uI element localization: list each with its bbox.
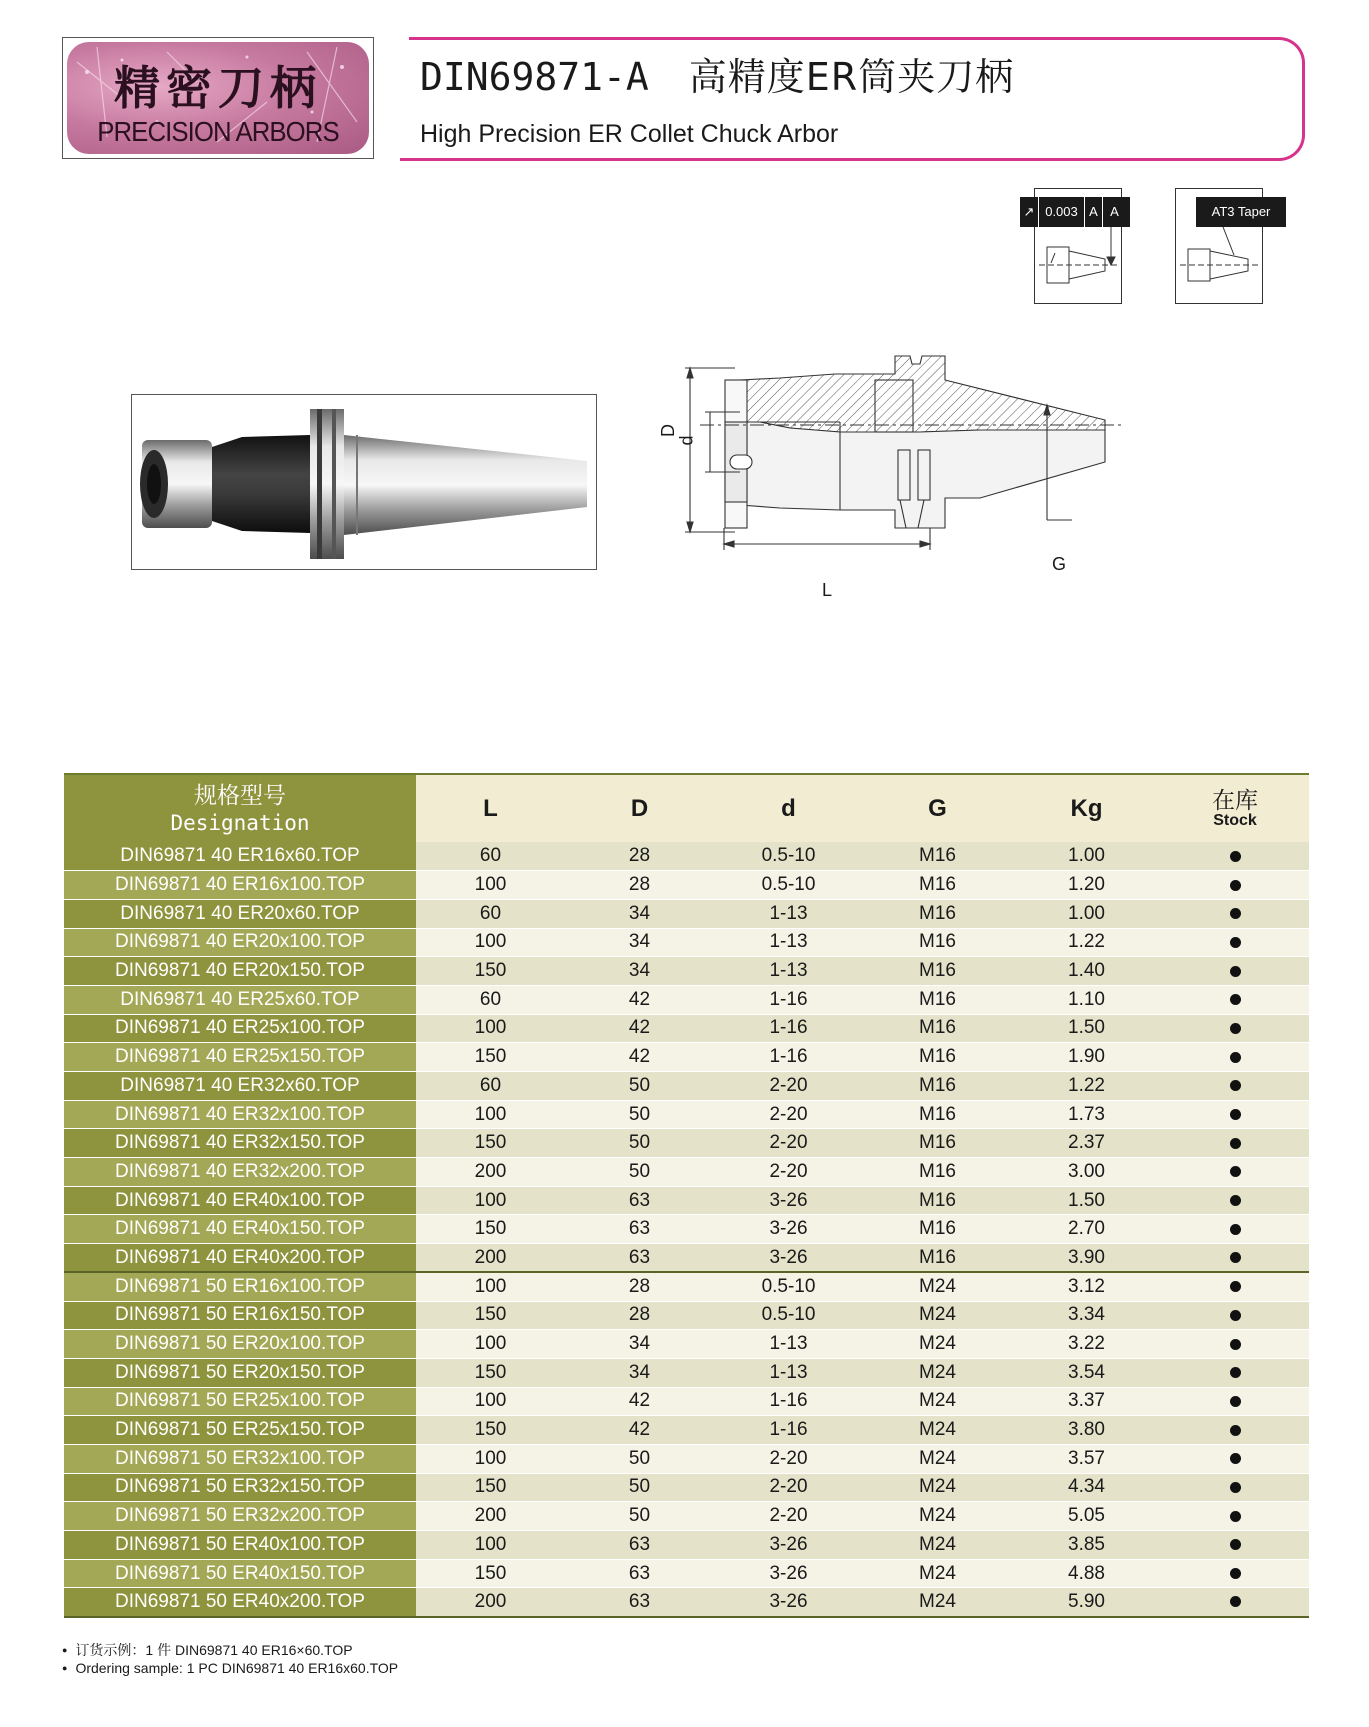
cell-stock [1161, 1358, 1309, 1387]
cell-designation: DIN69871 40 ER25x100.TOP [64, 1014, 416, 1043]
header-L: L [416, 774, 565, 842]
cell-stock [1161, 1473, 1309, 1502]
cell-L: 100 [416, 1014, 565, 1043]
cell-kg: 1.20 [1012, 871, 1161, 900]
cell-L: 60 [416, 899, 565, 928]
cell-D: 28 [565, 1272, 714, 1301]
cell-d: 1-13 [714, 899, 863, 928]
cell-D: 34 [565, 899, 714, 928]
cell-kg: 4.34 [1012, 1473, 1161, 1502]
cell-D: 42 [565, 985, 714, 1014]
cell-stock [1161, 957, 1309, 986]
cell-D: 50 [565, 1444, 714, 1473]
cell-D: 34 [565, 957, 714, 986]
cell-D: 34 [565, 1330, 714, 1359]
cell-stock [1161, 1330, 1309, 1359]
cell-D: 42 [565, 1416, 714, 1445]
cell-d: 0.5-10 [714, 1272, 863, 1301]
cell-designation: DIN69871 40 ER32x100.TOP [64, 1100, 416, 1129]
cell-D: 28 [565, 1301, 714, 1330]
cell-kg: 4.88 [1012, 1559, 1161, 1588]
table-row [64, 1072, 1309, 1101]
cell-stock [1161, 842, 1309, 871]
cell-G: M16 [863, 1043, 1012, 1072]
cell-stock [1161, 1301, 1309, 1330]
in-stock-dot-icon [1230, 1539, 1241, 1550]
product-code: DIN69871-A [420, 55, 649, 99]
table-row [64, 1330, 1309, 1359]
table-row [64, 1014, 1309, 1043]
table-row [64, 1559, 1309, 1588]
in-stock-dot-icon [1230, 1166, 1241, 1177]
page-subtitle: High Precision ER Collet Chuck Arbor [420, 120, 839, 148]
in-stock-dot-icon [1230, 851, 1241, 862]
cell-kg: 3.54 [1012, 1358, 1161, 1387]
cell-kg: 3.22 [1012, 1330, 1161, 1359]
cell-d: 2-20 [714, 1444, 863, 1473]
table-row [64, 957, 1309, 986]
cell-designation: DIN69871 50 ER25x150.TOP [64, 1416, 416, 1445]
cell-D: 63 [565, 1244, 714, 1273]
in-stock-dot-icon [1230, 1023, 1241, 1034]
header-designation-en: Designation [170, 810, 310, 835]
cell-D: 63 [565, 1186, 714, 1215]
cell-G: M24 [863, 1301, 1012, 1330]
cell-L: 150 [416, 957, 565, 986]
table-row [64, 1272, 1309, 1301]
cell-designation: DIN69871 40 ER32x60.TOP [64, 1072, 416, 1101]
cell-L: 200 [416, 1158, 565, 1187]
cell-G: M16 [863, 1072, 1012, 1101]
cell-G: M24 [863, 1588, 1012, 1617]
cell-L: 100 [416, 1444, 565, 1473]
cell-designation: DIN69871 40 ER32x150.TOP [64, 1129, 416, 1158]
product-photo [131, 394, 597, 570]
cell-d: 1-13 [714, 957, 863, 986]
cell-designation: DIN69871 50 ER40x100.TOP [64, 1531, 416, 1560]
runout-value: 0.003 [1038, 197, 1084, 227]
in-stock-dot-icon [1230, 1109, 1241, 1120]
in-stock-dot-icon [1230, 1367, 1241, 1378]
cell-d: 3-26 [714, 1531, 863, 1560]
cell-kg: 1.22 [1012, 928, 1161, 957]
cell-L: 60 [416, 1072, 565, 1101]
cell-d: 3-26 [714, 1186, 863, 1215]
table-header-row [64, 774, 1309, 842]
cell-d: 3-26 [714, 1559, 863, 1588]
cell-G: M24 [863, 1502, 1012, 1531]
specification-table [64, 773, 1309, 1618]
cell-stock [1161, 1100, 1309, 1129]
cell-d: 2-20 [714, 1473, 863, 1502]
cell-stock [1161, 985, 1309, 1014]
dimension-label-D: D [658, 424, 678, 437]
cell-designation: DIN69871 50 ER40x150.TOP [64, 1559, 416, 1588]
cell-kg: 5.05 [1012, 1502, 1161, 1531]
cell-G: M16 [863, 928, 1012, 957]
cell-stock [1161, 1129, 1309, 1158]
cell-d: 1-13 [714, 928, 863, 957]
cell-D: 50 [565, 1100, 714, 1129]
in-stock-dot-icon [1230, 1568, 1241, 1579]
cell-stock [1161, 1502, 1309, 1531]
cell-designation: DIN69871 40 ER40x200.TOP [64, 1244, 416, 1273]
header-stock-en: Stock [1213, 811, 1257, 829]
logo-chinese-text: 精密刀柄 [114, 61, 322, 115]
cell-designation: DIN69871 50 ER20x100.TOP [64, 1330, 416, 1359]
in-stock-dot-icon [1230, 1195, 1241, 1206]
cell-D: 28 [565, 871, 714, 900]
cell-d: 0.5-10 [714, 1301, 863, 1330]
cell-G: M16 [863, 842, 1012, 871]
cell-kg: 1.00 [1012, 899, 1161, 928]
cell-G: M16 [863, 985, 1012, 1014]
cell-D: 63 [565, 1215, 714, 1244]
cell-L: 150 [416, 1358, 565, 1387]
in-stock-dot-icon [1230, 880, 1241, 891]
cell-G: M16 [863, 1244, 1012, 1273]
cell-d: 1-16 [714, 1416, 863, 1445]
cell-kg: 1.50 [1012, 1186, 1161, 1215]
in-stock-dot-icon [1230, 1511, 1241, 1522]
cell-stock [1161, 1444, 1309, 1473]
cell-L: 100 [416, 928, 565, 957]
ordering-note-en: ● Ordering sample: 1 PC DIN69871 40 ER16x60.TOP [62, 1659, 398, 1677]
technical-drawing [658, 350, 1185, 612]
cell-designation: DIN69871 50 ER16x150.TOP [64, 1301, 416, 1330]
cell-kg: 3.80 [1012, 1416, 1161, 1445]
cell-stock [1161, 871, 1309, 900]
cell-d: 1-16 [714, 1014, 863, 1043]
cell-L: 100 [416, 871, 565, 900]
cell-kg: 3.00 [1012, 1158, 1161, 1187]
cell-stock [1161, 1072, 1309, 1101]
tool-holder-illustration [132, 395, 596, 569]
cell-D: 50 [565, 1158, 714, 1187]
cell-designation: DIN69871 40 ER40x150.TOP [64, 1215, 416, 1244]
cell-kg: 1.22 [1012, 1072, 1161, 1101]
cell-L: 200 [416, 1244, 565, 1273]
cell-G: M24 [863, 1272, 1012, 1301]
cell-d: 3-26 [714, 1215, 863, 1244]
cell-d: 1-16 [714, 1043, 863, 1072]
header-d: d [714, 774, 863, 842]
cell-L: 200 [416, 1588, 565, 1617]
cell-D: 42 [565, 1014, 714, 1043]
table-row [64, 1186, 1309, 1215]
cell-G: M24 [863, 1444, 1012, 1473]
cell-L: 200 [416, 1502, 565, 1531]
cell-D: 50 [565, 1502, 714, 1531]
table-row [64, 928, 1309, 957]
cell-L: 150 [416, 1129, 565, 1158]
table-row [64, 1502, 1309, 1531]
table-row [64, 1301, 1309, 1330]
cell-G: M16 [863, 1129, 1012, 1158]
cell-stock [1161, 1158, 1309, 1187]
in-stock-dot-icon [1230, 1252, 1241, 1263]
header-Kg: Kg [1012, 774, 1161, 842]
cell-d: 1-16 [714, 1387, 863, 1416]
cell-stock [1161, 1043, 1309, 1072]
cell-d: 2-20 [714, 1072, 863, 1101]
cell-designation: DIN69871 50 ER16x100.TOP [64, 1272, 416, 1301]
ordering-notes [62, 1641, 398, 1677]
cell-kg: 5.90 [1012, 1588, 1161, 1617]
cell-G: M16 [863, 1014, 1012, 1043]
cell-L: 150 [416, 1215, 565, 1244]
cell-stock [1161, 1272, 1309, 1301]
in-stock-dot-icon [1230, 1310, 1241, 1321]
cell-kg: 3.34 [1012, 1301, 1161, 1330]
cell-stock [1161, 1588, 1309, 1617]
table-row [64, 842, 1309, 871]
cell-d: 3-26 [714, 1244, 863, 1273]
cell-D: 63 [565, 1559, 714, 1588]
in-stock-dot-icon [1230, 966, 1241, 977]
header-G: G [863, 774, 1012, 842]
in-stock-dot-icon [1230, 1339, 1241, 1350]
table-row [64, 1416, 1309, 1445]
cell-G: M16 [863, 1215, 1012, 1244]
table-row [64, 1358, 1309, 1387]
taper-grade-tag: AT3 Taper [1196, 197, 1286, 227]
cell-kg: 1.00 [1012, 842, 1161, 871]
cell-d: 2-20 [714, 1129, 863, 1158]
cell-kg: 3.12 [1012, 1272, 1161, 1301]
cell-G: M24 [863, 1358, 1012, 1387]
in-stock-dot-icon [1230, 937, 1241, 948]
cell-stock [1161, 1559, 1309, 1588]
in-stock-dot-icon [1230, 1281, 1241, 1292]
header-designation-cn: 规格型号 [194, 781, 286, 808]
cell-stock [1161, 899, 1309, 928]
runout-arrow-icon: ↗ [1023, 204, 1035, 219]
cell-stock [1161, 1215, 1309, 1244]
table-row [64, 1387, 1309, 1416]
cell-kg: 3.57 [1012, 1444, 1161, 1473]
cell-L: 150 [416, 1473, 565, 1502]
cell-d: 0.5-10 [714, 871, 863, 900]
cell-D: 42 [565, 1387, 714, 1416]
cell-kg: 3.85 [1012, 1531, 1161, 1560]
table-row [64, 1129, 1309, 1158]
table-row [64, 1244, 1309, 1273]
cell-kg: 1.40 [1012, 957, 1161, 986]
cell-G: M16 [863, 1186, 1012, 1215]
cell-D: 34 [565, 1358, 714, 1387]
in-stock-dot-icon [1230, 994, 1241, 1005]
ordering-note-cn: ● 订货示例：1 件 DIN69871 40 ER16×60.TOP [62, 1641, 398, 1659]
in-stock-dot-icon [1230, 1080, 1241, 1091]
cell-stock [1161, 1416, 1309, 1445]
in-stock-dot-icon [1230, 1425, 1241, 1436]
cell-L: 60 [416, 842, 565, 871]
header-designation [64, 774, 416, 842]
table-row [64, 1588, 1309, 1617]
cell-D: 50 [565, 1072, 714, 1101]
cell-L: 100 [416, 1100, 565, 1129]
cell-kg: 1.90 [1012, 1043, 1161, 1072]
cell-kg: 1.73 [1012, 1100, 1161, 1129]
cell-G: M24 [863, 1559, 1012, 1588]
cell-G: M24 [863, 1531, 1012, 1560]
in-stock-dot-icon [1230, 908, 1241, 919]
datum-label: A [1102, 197, 1126, 227]
dimension-label-L: L [822, 580, 833, 600]
cell-G: M24 [863, 1387, 1012, 1416]
header-stock-cn: 在库 [1212, 786, 1258, 813]
in-stock-dot-icon [1230, 1482, 1241, 1493]
table-row [64, 1158, 1309, 1187]
cell-G: M16 [863, 957, 1012, 986]
cell-designation: DIN69871 40 ER20x100.TOP [64, 928, 416, 957]
cell-designation: DIN69871 50 ER40x200.TOP [64, 1588, 416, 1617]
cell-stock [1161, 1531, 1309, 1560]
table-row [64, 985, 1309, 1014]
cell-kg: 3.90 [1012, 1244, 1161, 1273]
cell-D: 28 [565, 842, 714, 871]
cell-G: M16 [863, 1100, 1012, 1129]
cell-L: 100 [416, 1272, 565, 1301]
cell-stock [1161, 1186, 1309, 1215]
in-stock-dot-icon [1230, 1396, 1241, 1407]
table-row [64, 1473, 1309, 1502]
cell-L: 150 [416, 1301, 565, 1330]
cell-kg: 1.50 [1012, 1014, 1161, 1043]
runout-datum: A [1084, 197, 1102, 227]
table-row [64, 871, 1309, 900]
dimension-label-G: G [1052, 554, 1067, 574]
cell-d: 1-16 [714, 985, 863, 1014]
header-D: D [565, 774, 714, 842]
cell-d: 0.5-10 [714, 842, 863, 871]
sectional-drawing [680, 350, 1185, 612]
cell-D: 50 [565, 1129, 714, 1158]
dimension-label-d: d [676, 435, 697, 446]
cell-designation: DIN69871 40 ER20x150.TOP [64, 957, 416, 986]
in-stock-dot-icon [1230, 1138, 1241, 1149]
cell-designation: DIN69871 50 ER32x200.TOP [64, 1502, 416, 1531]
cell-L: 150 [416, 1559, 565, 1588]
cell-d: 1-13 [714, 1358, 863, 1387]
cell-L: 100 [416, 1531, 565, 1560]
cell-G: M16 [863, 871, 1012, 900]
cell-stock [1161, 1244, 1309, 1273]
cell-L: 60 [416, 985, 565, 1014]
cell-designation: DIN69871 40 ER16x100.TOP [64, 871, 416, 900]
cell-designation: DIN69871 40 ER32x200.TOP [64, 1158, 416, 1187]
cell-G: M24 [863, 1473, 1012, 1502]
cell-designation: DIN69871 50 ER20x150.TOP [64, 1358, 416, 1387]
cell-designation: DIN69871 50 ER32x100.TOP [64, 1444, 416, 1473]
cell-designation: DIN69871 40 ER16x60.TOP [64, 842, 416, 871]
cell-stock [1161, 928, 1309, 957]
cell-D: 63 [565, 1531, 714, 1560]
cell-D: 42 [565, 1043, 714, 1072]
header-stock [1161, 774, 1309, 842]
runout-tolerance-tag [1020, 197, 1130, 227]
cell-D: 34 [565, 928, 714, 957]
cell-kg: 2.37 [1012, 1129, 1161, 1158]
cell-designation: DIN69871 40 ER40x100.TOP [64, 1186, 416, 1215]
logo-english-text: PRECISION ARBORS [97, 116, 339, 147]
table-row [64, 1215, 1309, 1244]
table-row [64, 1043, 1309, 1072]
cell-L: 100 [416, 1330, 565, 1359]
cell-G: M16 [863, 1158, 1012, 1187]
brand-logo [62, 37, 374, 159]
cell-kg: 1.10 [1012, 985, 1161, 1014]
cell-L: 150 [416, 1416, 565, 1445]
cell-d: 2-20 [714, 1502, 863, 1531]
cell-designation: DIN69871 50 ER25x100.TOP [64, 1387, 416, 1416]
cell-stock [1161, 1387, 1309, 1416]
cell-G: M16 [863, 899, 1012, 928]
cell-d: 3-26 [714, 1588, 863, 1617]
cell-L: 150 [416, 1043, 565, 1072]
cell-designation: DIN69871 40 ER25x150.TOP [64, 1043, 416, 1072]
table-row [64, 1531, 1309, 1560]
cell-kg: 3.37 [1012, 1387, 1161, 1416]
cell-D: 50 [565, 1473, 714, 1502]
cell-D: 63 [565, 1588, 714, 1617]
table-row [64, 1100, 1309, 1129]
table-body [64, 842, 1309, 1617]
cell-designation: DIN69871 40 ER20x60.TOP [64, 899, 416, 928]
table-row [64, 899, 1309, 928]
cell-G: M24 [863, 1416, 1012, 1445]
cell-stock [1161, 1014, 1309, 1043]
cell-d: 2-20 [714, 1158, 863, 1187]
cell-d: 2-20 [714, 1100, 863, 1129]
product-title-cn: 高精度ER筒夹刀柄 [688, 55, 1015, 99]
page-title [420, 46, 1014, 101]
cell-L: 100 [416, 1387, 565, 1416]
cell-L: 100 [416, 1186, 565, 1215]
table-row [64, 1444, 1309, 1473]
cell-designation: DIN69871 50 ER32x150.TOP [64, 1473, 416, 1502]
in-stock-dot-icon [1230, 1596, 1241, 1607]
in-stock-dot-icon [1230, 1453, 1241, 1464]
cell-G: M24 [863, 1330, 1012, 1359]
cell-kg: 2.70 [1012, 1215, 1161, 1244]
cell-designation: DIN69871 40 ER25x60.TOP [64, 985, 416, 1014]
in-stock-dot-icon [1230, 1224, 1241, 1235]
in-stock-dot-icon [1230, 1052, 1241, 1063]
cell-d: 1-13 [714, 1330, 863, 1359]
